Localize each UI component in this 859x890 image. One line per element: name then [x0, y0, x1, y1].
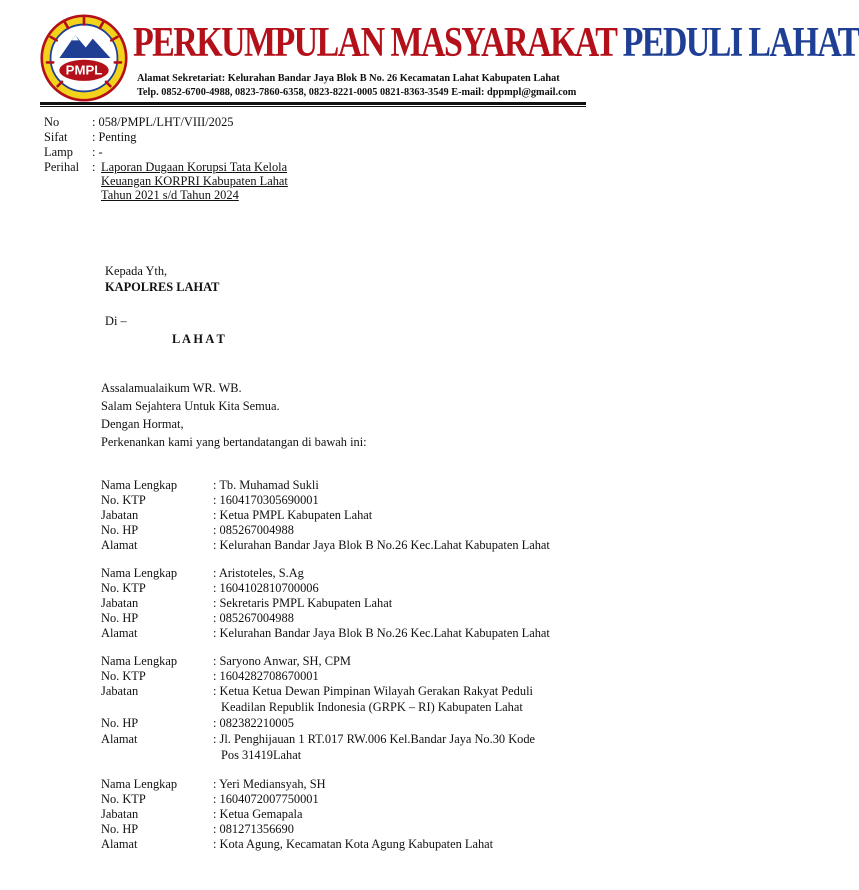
perihal-line-2: Keuangan KORPRI Kabupaten Lahat	[101, 174, 288, 188]
field-label: Jabatan	[101, 807, 139, 821]
recipient-name: KAPOLRES LAHAT	[105, 280, 220, 294]
field-label: Nama Lengkap	[101, 478, 178, 492]
field-value: : 1604072007750001	[213, 792, 319, 806]
field-value: : 1604170305690001	[213, 493, 319, 507]
contact-line: Telp. 0852-6700-4988, 0823-7860-6358, 0823-8221-0005 0821-8363-3549 E-mail: dppmpl@gmail.com	[137, 87, 577, 98]
sifat-value: : Penting	[92, 130, 137, 144]
perihal-line-1: Laporan Dugaan Korupsi Tata Kelola	[101, 160, 288, 174]
field-value: : Sekretaris PMPL Kabupaten Lahat	[213, 596, 393, 610]
field-label: Jabatan	[101, 596, 139, 610]
field-label: Jabatan	[101, 684, 139, 698]
field-value: : Ketua PMPL Kabupaten Lahat	[213, 508, 373, 522]
recipient-di: Di –	[105, 314, 127, 328]
field-label: Nama Lengkap	[101, 777, 178, 791]
field-value: : 1604282708670001	[213, 669, 319, 683]
opening-line-1: Assalamualaikum WR. WB.	[101, 381, 242, 395]
field-value: : Jl. Penghijauan 1 RT.017 RW.006 Kel.Bandar Jaya No.30 Kode	[213, 732, 536, 746]
secretariat-address: Alamat Sekretariat: Kelurahan Bandar Jaya Blok B No. 26 Kecamatan Lahat Kabupaten Lahat	[137, 73, 560, 84]
field-value: : Saryono Anwar, SH, CPM	[213, 654, 351, 668]
pmpl-logo	[40, 14, 128, 102]
recipient-greeting: Kepada Yth,	[105, 264, 168, 278]
perihal-label: Perihal	[44, 160, 80, 174]
header-divider-thin	[40, 106, 586, 107]
field-label: No. HP	[101, 611, 139, 625]
no-label: No	[44, 115, 60, 129]
field-value: : 1604102810700006	[213, 581, 319, 595]
perihal-line-3: Tahun 2021 s/d Tahun 2024	[101, 188, 239, 202]
field-value: : Kelurahan Bandar Jaya Blok B No.26 Kec.Lahat Kabupaten Lahat	[213, 538, 550, 552]
field-value: : 082382210005	[213, 716, 294, 730]
field-value: : 085267004988	[213, 523, 294, 537]
no-value: : 058/PMPL/LHT/VIII/2025	[92, 115, 234, 129]
field-label: Nama Lengkap	[101, 566, 178, 580]
field-label: Alamat	[101, 538, 138, 552]
field-label: No. HP	[101, 716, 139, 730]
sifat-label: Sifat	[44, 130, 68, 144]
field-label: No. HP	[101, 523, 139, 537]
title-main: PERKUMPULAN MASYARAKAT	[133, 19, 623, 66]
recipient-place: L A H A T	[172, 332, 225, 346]
field-value: : 081271356690	[213, 822, 294, 836]
letterhead	[0, 0, 859, 108]
field-label: Nama Lengkap	[101, 654, 178, 668]
perihal-colon: :	[92, 160, 96, 174]
field-label: No. HP	[101, 822, 139, 836]
header-divider	[40, 102, 586, 105]
lamp-value: : -	[92, 145, 103, 159]
field-value: : Tb. Muhamad Sukli	[213, 478, 319, 492]
field-label: Alamat	[101, 732, 138, 746]
opening-line-4: Perkenankan kami yang bertandatangan di bawah ini:	[101, 435, 367, 449]
field-label: No. KTP	[101, 581, 146, 595]
field-value: : Aristoteles, S.Ag	[213, 566, 304, 580]
organization-title	[133, 12, 859, 75]
field-label: Alamat	[101, 626, 138, 640]
field-value: : Kota Agung, Kecamatan Kota Agung Kabupaten Lahat	[213, 837, 494, 851]
field-value: : Ketua Ketua Dewan Pimpinan Wilayah Gerakan Rakyat Peduli	[213, 684, 533, 698]
field-value-continued: Keadilan Republik Indonesia (GRPK – RI) Kabupaten Lahat	[221, 700, 523, 714]
field-label: No. KTP	[101, 493, 146, 507]
field-value: : Ketua Gemapala	[213, 807, 303, 821]
opening-line-3: Dengan Hormat,	[101, 417, 184, 431]
field-value: : 085267004988	[213, 611, 294, 625]
title-tail: PEDULI LAHAT	[622, 19, 859, 66]
field-label: Alamat	[101, 837, 138, 851]
field-value-continued: Pos 31419Lahat	[221, 748, 302, 762]
logo-text: PMPL	[65, 62, 103, 78]
field-label: No. KTP	[101, 792, 146, 806]
field-label: No. KTP	[101, 669, 146, 683]
opening-line-2: Salam Sejahtera Untuk Kita Semua.	[101, 399, 280, 413]
lamp-label: Lamp	[44, 145, 73, 159]
field-value: : Kelurahan Bandar Jaya Blok B No.26 Kec.Lahat Kabupaten Lahat	[213, 626, 550, 640]
field-value: : Yeri Mediansyah, SH	[213, 777, 326, 791]
field-label: Jabatan	[101, 508, 139, 522]
